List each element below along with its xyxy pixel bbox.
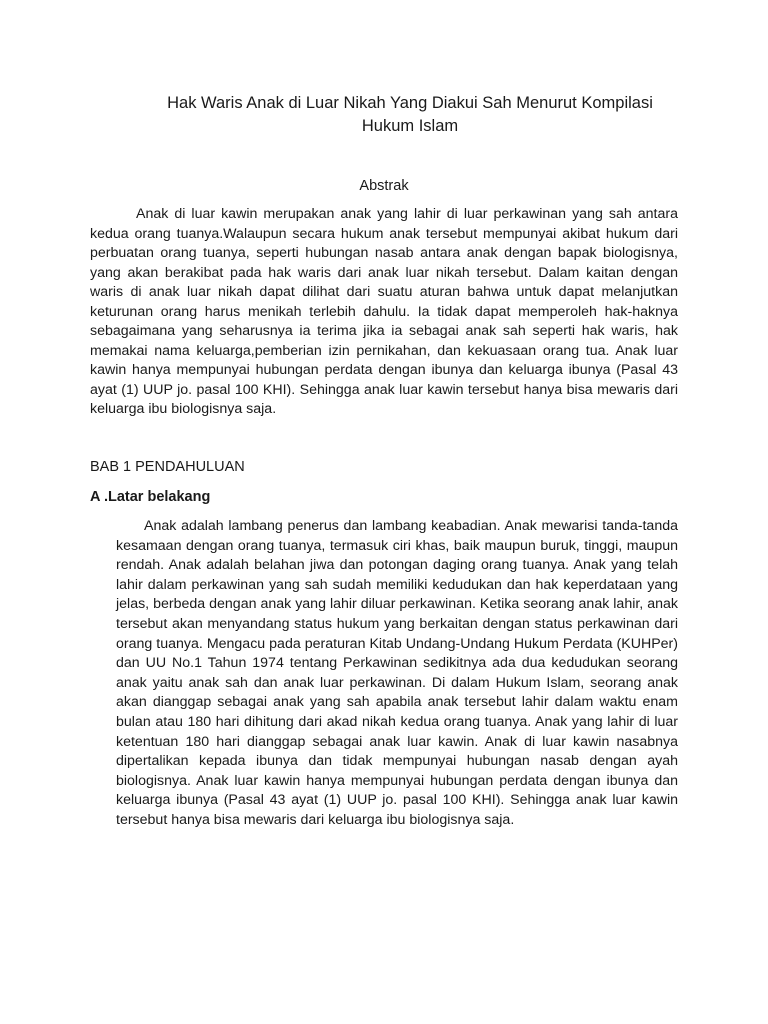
document-title [90, 92, 730, 138]
abstract-heading: Abstrak [359, 178, 409, 194]
section-paragraph: Anak adalah lambang penerus dan lambang keabadian. Anak mewarisi tanda-tanda kesamaan dengan orang tuanya, termasuk ciri khas, baik maupun buruk, tinggi, maupun rendah. Anak adalah belahan jiwa dan potongan daging orang tuanya. Anak yang telah lahir dalam perkawinan yang sah sudah memiliki kedudukan dan hak keperdataan yang jelas, berbeda dengan anak yang lahir diluar perkawinan. Ketika seorang anak lahir, anak tersebut akan menyandang status hukum yang berkaitan dengan status perkawinan dari orang tuanya. Mengacu pada peraturan Kitab Undang-Undang Hukum Perdata (KUHPer) dan UU No.1 Tahun 1974 tentang Perkawinan sedikitnya ada dua kedudukan seorang anak yaitu anak sah dan anak luar perkawinan. Di dalam Hukum Islam, seorang anak akan dianggap sebagai anak yang sah apabila anak tersebut lahir dalam waktu enam bulan atau 180 hari dihitung dari akad nikah kedua orang tuanya. Anak yang lahir di luar ketentuan 180 hari dianggap sebagai anak luar kawin. Anak di luar kawin nasabnya dipertalikan kepada ibunya dan tidak mempunyai hubungan nasab dengan ayah biologisnya. Anak luar kawin hanya mempunyai hubungan perdata dengan ibunya dan keluarga ibunya (Pasal 43 ayat (1) UUP jo. pasal 100 KHI). Sehingga anak luar kawin tersebut hanya bisa mewaris dari keluarga ibu biologisnya saja. [116, 518, 678, 828]
abstract-paragraph: Anak di luar kawin merupakan anak yang lahir di luar perkawinan yang sah antara kedua orang tuanya.Walaupun secara hukum anak tersebut mempunyai akibat hukum dari perbuatan orang tuanya, seperti hubungan nasab antara anak dengan bapak biologisnya, yang akan berakibat pada hak waris dari anak luar nikah tersebut. Dalam kaitan dengan waris di anak luar nikah dapat dilihat dari suatu aturan bahwa untuk dapat melanjutkan keturunan orang harus menikah terlebih dahulu. Ia tidak dapat memperoleh hak-haknya sebagaimana yang seharusnya ia terima jika ia sebagai anak sah seperti hak waris, hak memakai nama keluarga,pemberian izin pernikahan, dan kekuasaan orang tua. Anak luar kawin hanya mempunyai hubungan perdata dengan ibunya dan keluarga ibunya (Pasal 43 ayat (1) UUP jo. pasal 100 KHI). Sehingga anak luar kawin tersebut hanya bisa mewaris dari keluarga ibu biologisnya saja. [90, 206, 678, 417]
document-title-line-2: Hukum Islam [361, 117, 459, 135]
document-title-line-1: Hak Waris Anak di Luar Nikah Yang Diakui Sah Menurut Kompilasi [167, 94, 653, 112]
chapter-heading: BAB 1 PENDAHULUAN [90, 459, 245, 475]
section-heading: A .Latar belakang [90, 489, 211, 505]
